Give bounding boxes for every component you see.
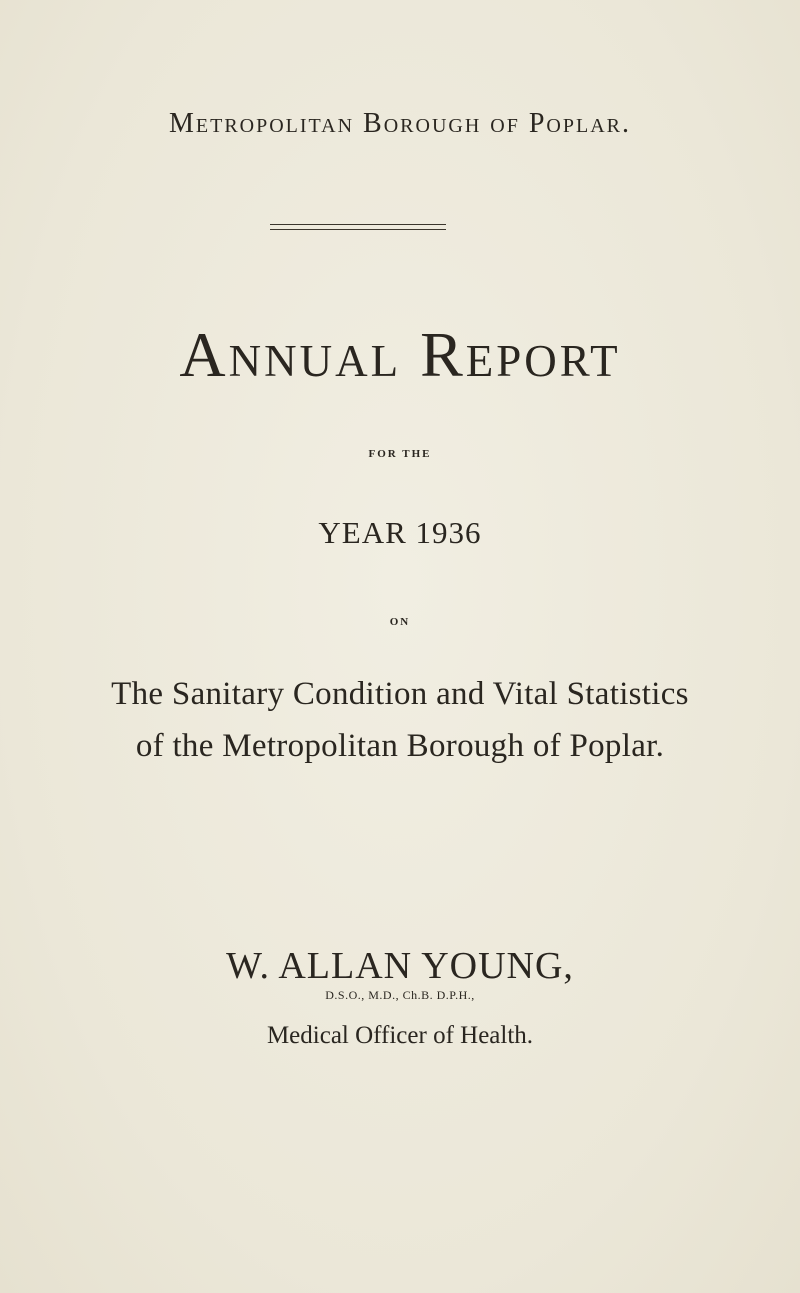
double-rule-bottom bbox=[270, 229, 446, 230]
report-subject-line-2: of the Metropolitan Borough of Poplar. bbox=[135, 728, 665, 764]
double-rule-top bbox=[270, 224, 446, 225]
author-name: W. ALLAN YOUNG, bbox=[226, 945, 574, 987]
report-year: YEAR 1936 bbox=[318, 515, 482, 550]
author-qualifications: D.S.O., M.D., Ch.B. D.P.H., bbox=[325, 988, 475, 1002]
report-title: Annual Report bbox=[179, 319, 621, 390]
borough-heading: Metropolitan Borough of Poplar. bbox=[169, 108, 631, 139]
report-subject-line-1: The Sanitary Condition and Vital Statistics bbox=[111, 676, 689, 712]
author-role: Medical Officer of Health. bbox=[266, 1022, 534, 1049]
on-label: ON bbox=[389, 616, 411, 628]
for-the-label: FOR THE bbox=[368, 448, 432, 460]
